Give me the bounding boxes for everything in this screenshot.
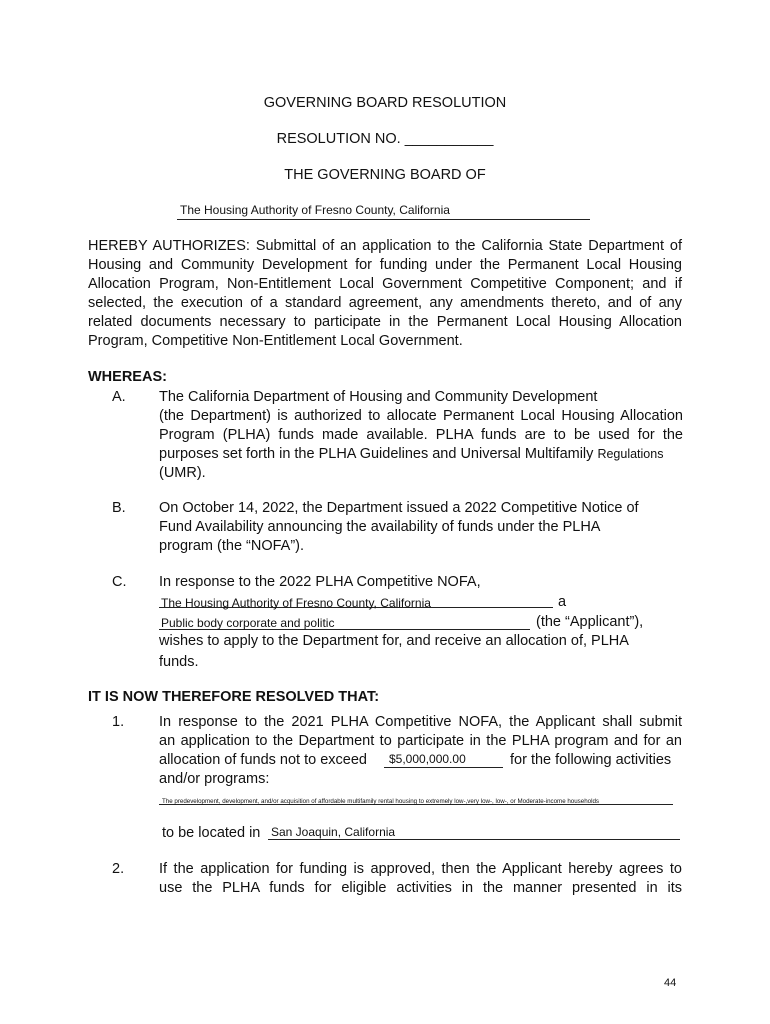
activities-text: The predevelopment, development, and/or acquisition of affordable multifamily rental housing to extremely low-,very low-, low-, or Moderate-income households (162, 798, 600, 805)
authorizes-line: Housing and Community Development for funding under the Permanent Local Housing (88, 257, 682, 273)
whereas-a-line: The California Department of Housing and Community Development (159, 389, 598, 405)
item1-line: an application to the Department to participate in the PLHA program and for an (159, 733, 682, 749)
authorizes-line: HEREBY AUTHORIZES: Submittal of an application to the California State Department of (88, 238, 682, 254)
whereas-c-line: funds. (159, 654, 199, 670)
item1-line: In response to the 2021 PLHA Competitive NOFA, the Applicant shall submit (159, 714, 682, 730)
entity-name: The Housing Authority of Fresno County, California (180, 203, 450, 217)
item1-line: for the following activities (510, 752, 672, 768)
whereas-a-line (159, 445, 663, 464)
resolution-number: RESOLUTION NO. ___________ (276, 131, 494, 147)
location-label: to be located in (162, 825, 261, 841)
authorizes-line: selected, the execution of a standard agreement, any amendments thereto, and of any (88, 295, 682, 311)
list-marker: 2. (112, 861, 125, 877)
whereas-b-line: Fund Availability announcing the availability of funds under the PLHA (159, 519, 601, 535)
whereas-c-line: wishes to apply to the Department for, and receive an allocation of, PLHA (159, 633, 629, 649)
item2-line: If the application for funding is approved, then the Applicant hereby agrees to (159, 861, 682, 877)
whereas-c-line: In response to the 2022 PLHA Competitive NOFA, (159, 574, 481, 590)
authorizes-line: related documents necessary to participate in the Permanent Local Housing Allocation (88, 314, 682, 330)
list-marker: A. (112, 389, 126, 405)
authorizes-line: Program, Competitive Non-Entitlement Local Government. (88, 333, 463, 349)
whereas-b-line: program (the “NOFA”). (159, 538, 305, 554)
governing-board-of: THE GOVERNING BOARD OF (284, 167, 486, 183)
applicant-name: The Housing Authority of Fresno County, California (161, 596, 431, 610)
amount-value: $5,000,000.00 (389, 752, 466, 766)
applicant-type: Public body corporate and politic (161, 616, 335, 630)
whereas-a-line: Program (PLHA) funds made available. PLHA funds are to be used for the (159, 427, 683, 443)
whereas-heading: WHEREAS: (88, 369, 167, 385)
whereas-c-text: a (558, 594, 567, 610)
whereas-a-text: purposes set forth in the PLHA Guidelines and Universal Multifamily (159, 446, 594, 462)
list-marker: B. (112, 500, 126, 516)
list-marker: C. (112, 574, 127, 590)
whereas-a-line: (UMR). (159, 465, 206, 481)
whereas-c-text: (the “Applicant”), (536, 614, 644, 630)
location-value: San Joaquin, California (271, 825, 396, 839)
item1-line: and/or programs: (159, 771, 270, 787)
list-marker: 1. (112, 714, 125, 730)
whereas-a-line: (the Department) is authorized to allocate Permanent Local Housing Allocation (159, 408, 683, 424)
item2-line: use the PLHA funds for eligible activities in the manner presented in its (159, 880, 682, 896)
resolved-heading: IT IS NOW THEREFORE RESOLVED THAT: (88, 689, 380, 705)
whereas-a-small-word: Regulations (597, 447, 664, 461)
document-title: GOVERNING BOARD RESOLUTION (263, 95, 507, 111)
whereas-b-line: On October 14, 2022, the Department issued a 2022 Competitive Notice of (159, 500, 639, 516)
item1-line: allocation of funds not to exceed (159, 752, 367, 768)
page-number: 44 (664, 977, 677, 989)
authorizes-line: Allocation Program, Non-Entitlement Local Government Competitive Component; and if (88, 276, 682, 292)
